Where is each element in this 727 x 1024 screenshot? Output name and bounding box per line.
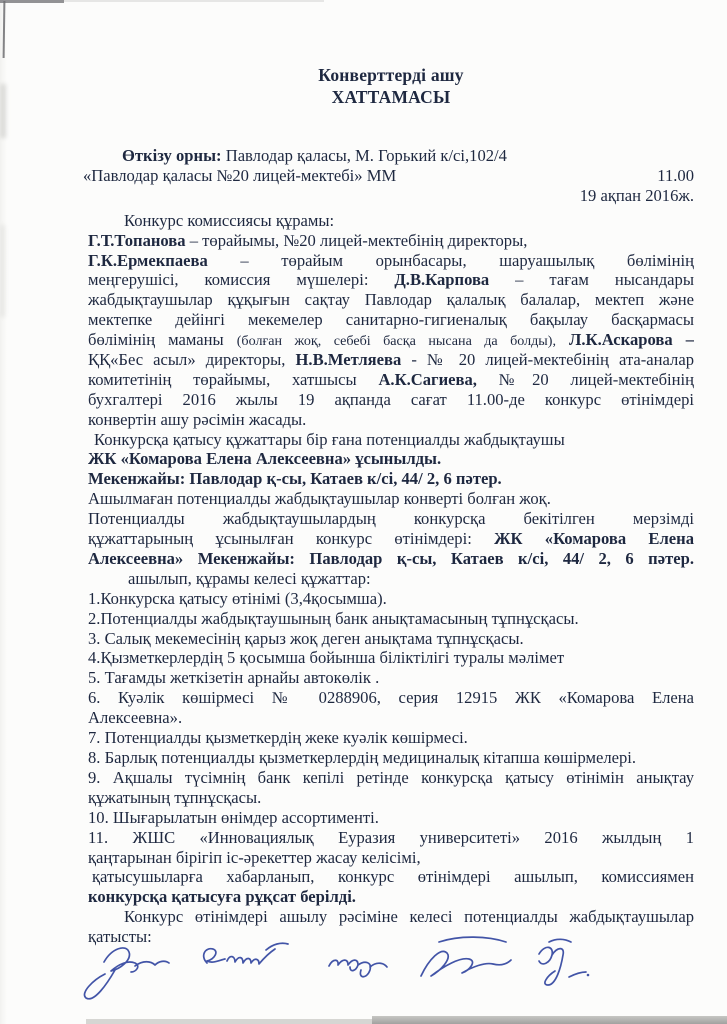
time-value: 11.00 xyxy=(657,165,694,185)
text-segment: 4.Қызметкерлердің 5 қосымша бойынша біліктілігі туралы мәлімет xyxy=(88,648,565,668)
text-segment: ҚҚ«Бес асыл» директоры, xyxy=(88,349,296,369)
body-line-4 xyxy=(88,270,694,290)
text-segment: мектепке дейінгі мекемелер санитарно-гигиеналық бақылау басқармасы xyxy=(88,310,694,330)
text-segment: ЖК «Комарова Елена Алексеевна» ұсынылды. xyxy=(88,449,442,469)
text-segment xyxy=(556,330,569,349)
text-segment: 8. Барлық потенциалды қызметкерлердің медициналық кітапша көшірмелері. xyxy=(88,748,637,767)
body-line-24 xyxy=(88,668,694,688)
text-segment: Г.Т.Топанова xyxy=(88,230,186,250)
org-time-line xyxy=(83,165,694,186)
document-body xyxy=(88,211,694,947)
text-segment: Потенциалды жабдықтаушылардың конкурсқа бекітілген мерзімді xyxy=(88,509,694,529)
body-line-20 xyxy=(88,589,694,609)
scan-artifact-bottom-shadow-light xyxy=(86,1019,374,1024)
body-line-9 xyxy=(88,370,694,390)
body-line-28 xyxy=(88,748,694,768)
text-segment: 7. Потенциалды қызметкердің жеке куәлік көшірмесі. xyxy=(88,728,468,748)
body-line-5 xyxy=(88,290,694,310)
scan-artifact-smudge xyxy=(0,84,6,138)
text-segment: Конкурс өтінімдері ашылу рәсіміне келесі потенциалды жабдықтаушылар xyxy=(124,907,694,927)
body-line-19 xyxy=(88,569,694,589)
text-segment: 10. Шығарылатын өнімдер ассортименті. xyxy=(88,807,379,827)
text-segment: Д.В.Карпова xyxy=(394,270,490,290)
body-line-14 xyxy=(88,469,694,489)
text-segment: Алексеевна». xyxy=(88,708,183,728)
text-segment: №20 лицей-мектебінің xyxy=(476,369,694,389)
venue-value: Павлодар қаласы, М. Горький к/сі,102/4 xyxy=(221,146,507,165)
text-segment: құжатының тұпнұсқасы. xyxy=(88,787,262,807)
body-line-23 xyxy=(88,648,694,668)
body-line-32 xyxy=(88,828,694,848)
body-line-22 xyxy=(88,629,694,649)
body-line-2 xyxy=(88,231,694,251)
text-segment: ЖК «Комарова Елена xyxy=(494,529,694,549)
signatures-row xyxy=(70,930,590,1010)
body-line-25 xyxy=(88,688,694,708)
body-line-1 xyxy=(88,211,694,231)
body-line-31 xyxy=(88,808,694,828)
body-line-34 xyxy=(88,867,694,887)
scan-artifact-top-line xyxy=(0,0,64,3)
scan-artifact-left-edge xyxy=(0,0,7,1024)
body-line-12 xyxy=(88,430,694,450)
signature-5 xyxy=(539,939,586,985)
body-line-36 xyxy=(88,907,694,927)
meta-block xyxy=(83,146,694,206)
signature-1 xyxy=(84,948,169,999)
text-segment: 3. Салық мекемесінің қарыз жоқ деген анықтама тұпнұсқасы. xyxy=(88,628,524,648)
text-segment: 9. Ақшалы түсімнің банк кепілі ретінде конкурсқа қатысу өтінімін анықтау xyxy=(88,767,694,787)
text-segment: Конкурс комиссиясы құрамы: xyxy=(124,210,335,230)
text-segment: қаңтарынан бірігіп іс-әрекеттер жасау келісімі, xyxy=(88,847,421,867)
scan-artifact-top-faint xyxy=(64,0,324,2)
body-line-33 xyxy=(88,848,694,868)
document-content xyxy=(83,64,694,947)
document-title-line1: Конверттерді ашу xyxy=(318,65,464,85)
scan-artifact-bottom-shadow-dark xyxy=(372,1016,727,1024)
body-line-30 xyxy=(88,788,694,808)
venue-line xyxy=(88,146,694,166)
body-line-18 xyxy=(88,549,694,569)
text-segment: - № 20 лицей-мектебінің ата-аналар xyxy=(401,349,694,369)
text-segment: Г.К.Ермекпаева xyxy=(88,250,208,270)
text-segment: Мекенжайы: Павлодар қ-сы, Катаев к/сі, 44/ 2, 6 пәтер. xyxy=(88,469,502,489)
text-segment: бухгалтері 2016 жылы 19 ақпанда сағат 11.00-де конкурс өтінімдері xyxy=(88,389,694,409)
text-segment: бөлімінің маманы xyxy=(88,330,237,350)
text-segment: жабдықтаушылар құқығын сақтау Павлодар қалалық балалар, мектеп және xyxy=(88,290,694,310)
text-segment: Ашылмаған потенциалды жабдықтаушылар конверті болған жоқ. xyxy=(88,489,551,509)
signature-3 xyxy=(329,960,387,977)
date-line xyxy=(88,186,694,206)
text-segment: қатысты: xyxy=(88,927,152,947)
text-segment: комитетінің төрайымы, хатшысы xyxy=(88,369,379,389)
body-line-26 xyxy=(88,708,694,728)
scan-artifact-smudge xyxy=(0,225,5,317)
signature-4 xyxy=(421,937,511,976)
text-segment: конвертін ашу рәсімін жасады. xyxy=(88,409,307,429)
text-segment: Алексеевна» Мекенжайы: Павлодар қ-сы, Катаев к/сі, 44/ 2, 6 пәтер. xyxy=(88,548,694,568)
body-line-13 xyxy=(88,449,694,469)
text-segment: 1.Конкурска қатысу өтінімі (3,4қосымша). xyxy=(88,588,387,608)
text-segment: Н.В.Метляева xyxy=(295,349,402,369)
signature-2 xyxy=(204,943,288,964)
body-line-10 xyxy=(88,390,694,410)
text-segment: – төрайым орынбасары, шаруашылық бөлімінің xyxy=(207,250,694,270)
venue-label: Өткізу орны: xyxy=(122,146,222,165)
text-segment: – төрайымы, №20 лицей-мектебінің директоры, xyxy=(185,230,528,250)
body-line-17 xyxy=(88,529,694,549)
text-segment: Конкурсқа қатысу құжаттары бір ғана потенциалды жабдықтаушы xyxy=(94,429,565,449)
text-segment: 2.Потенциалды жабдықтаушының банк анықтамасының тұпнұсқасы. xyxy=(88,608,579,628)
body-line-8 xyxy=(88,350,694,370)
text-segment: қатысушыларға хабарланып, конкурс өтінімдері ашылып, комиссиямен xyxy=(92,867,694,887)
text-segment: 6. Куәлік көшірмесі № 0288906, серия 12915 ЖК «Комарова Елена xyxy=(88,688,694,708)
signature-5-dot xyxy=(587,974,590,977)
text-segment: конкурсқа қатысуға рұқсат берілді. xyxy=(88,887,356,907)
body-line-16 xyxy=(88,509,694,529)
body-line-15 xyxy=(88,489,694,509)
text-segment: 11. ЖШС «Инновациялық Еуразия университеті» 2016 жылдың 1 xyxy=(88,827,694,847)
document-title-line2: ХАТТАМАСЫ xyxy=(331,87,451,107)
body-line-27 xyxy=(88,728,694,748)
body-line-3 xyxy=(88,251,694,271)
text-segment: – тағам нысандары xyxy=(489,270,694,290)
text-segment: меңгерушісі, комиссия мүшелері: xyxy=(88,270,395,290)
body-line-21 xyxy=(88,609,694,629)
body-line-29 xyxy=(88,768,694,788)
text-segment: А.К.Сагиева, xyxy=(378,369,477,389)
text-segment: ашылып, құрамы келесі құжаттар: xyxy=(128,568,371,588)
body-line-11 xyxy=(88,410,694,430)
text-segment: Л.К.Аскарова – xyxy=(569,330,694,350)
date-value: 19 ақпан 2016ж. xyxy=(579,185,694,205)
scan-artifact-left-line xyxy=(3,1,6,58)
text-segment: 5. Тағамды жеткізетін арнайы автокөлік . xyxy=(88,668,380,688)
body-line-7 xyxy=(88,330,694,350)
body-line-6 xyxy=(88,310,694,330)
text-segment: (болған жоқ, себебі басқа нысана да болды), xyxy=(236,333,556,350)
org-name: «Павлодар қаласы №20 лицей-мектебі» ММ xyxy=(83,165,397,185)
body-line-35 xyxy=(88,887,694,907)
text-segment: құжаттарының ұсынылған конкурс өтінімдері: xyxy=(88,529,495,549)
